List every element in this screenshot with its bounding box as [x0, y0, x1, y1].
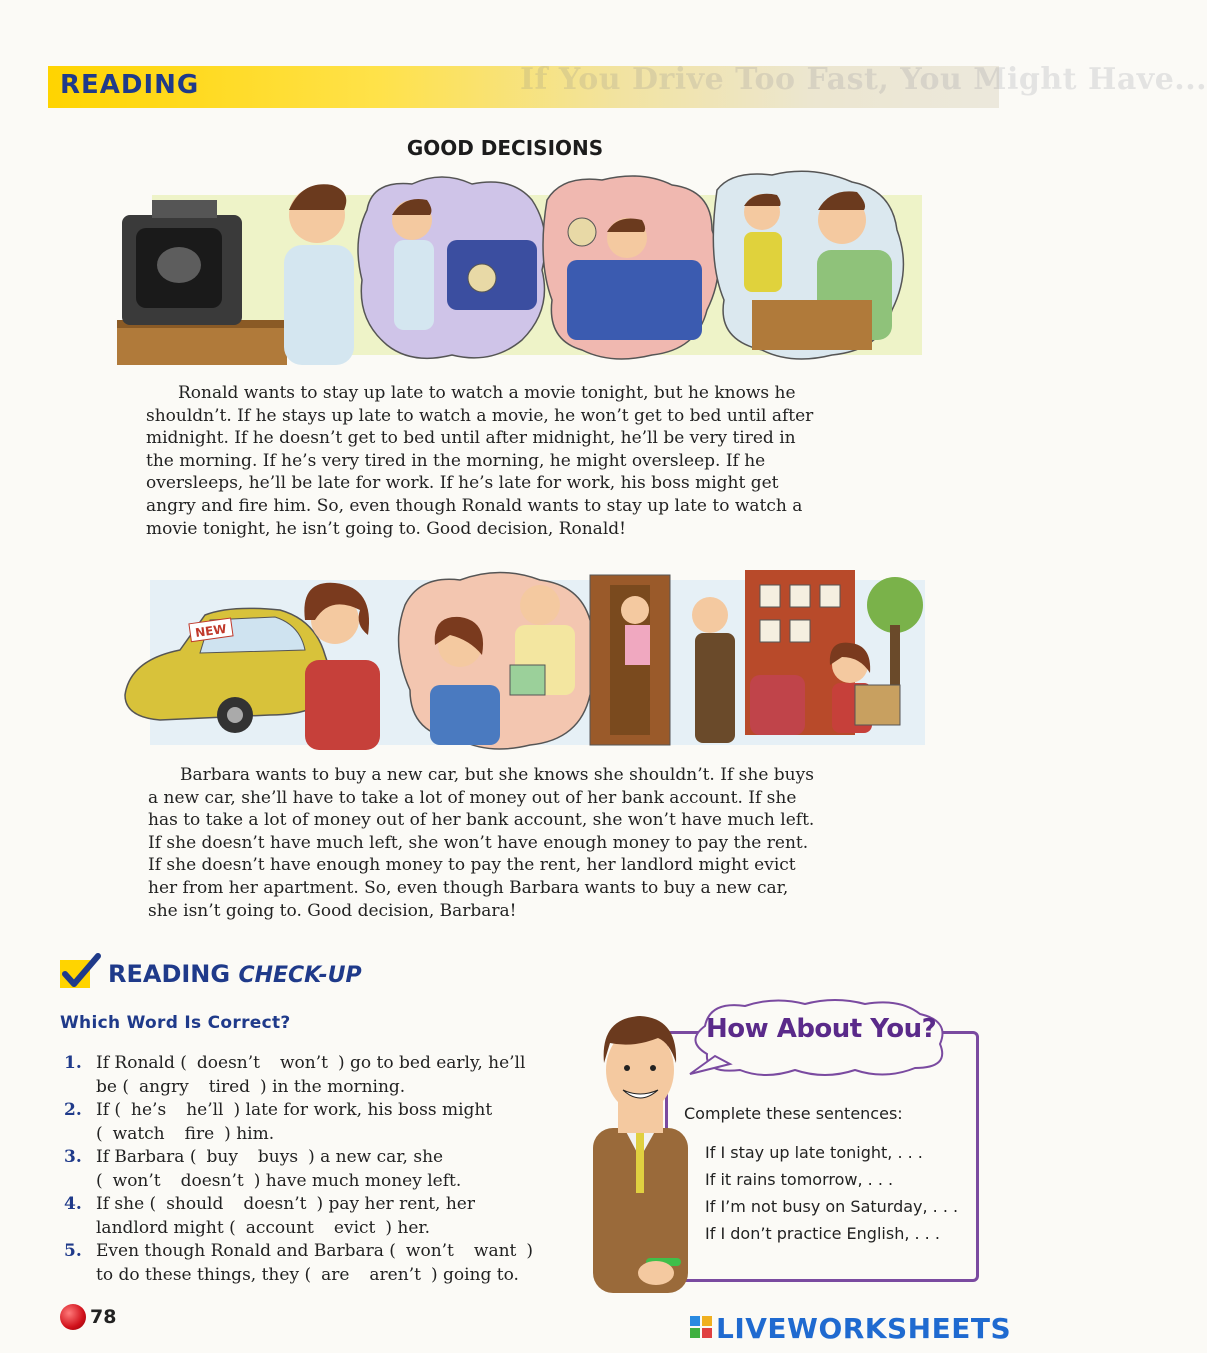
barbara-comic-strip — [120, 565, 925, 750]
question-text: be ( — [96, 1076, 129, 1097]
story-line: If she doesn’t have enough money to pay the rent, her landlord might evict — [148, 855, 796, 876]
checkmark-icon — [60, 954, 104, 992]
story-title: GOOD DECISIONS — [406, 136, 604, 160]
story-line: the morning. If he’s very tired in the morning, he might oversleep. If he — [146, 450, 766, 471]
answer-option[interactable]: tired — [208, 1076, 251, 1097]
page-number: 78 — [90, 1306, 117, 1328]
checkup-title-main: READING — [108, 960, 231, 988]
checkup-title-em: CHECK-UP — [238, 963, 362, 988]
ronald-comic-strip — [112, 170, 922, 365]
answer-option[interactable]: want — [473, 1241, 517, 1261]
story-ronald — [146, 382, 906, 540]
question-text: to do these things, they ( — [96, 1264, 312, 1285]
story-line: If she doesn’t have much left, she won’t have enough money to pay the rent. — [148, 832, 809, 853]
answer-option[interactable]: doesn’t — [243, 1194, 307, 1214]
answer-option[interactable]: he’ll — [186, 1100, 224, 1120]
brand-name[interactable]: LIVEWORKSHEETS — [716, 1312, 1012, 1345]
answer-option[interactable]: buy — [206, 1147, 238, 1167]
answer-option[interactable]: won’t — [279, 1053, 328, 1073]
story-line: oversleeps, he’ll be late for work. If he’s late for work, his boss might get — [146, 473, 779, 494]
how-about-you-prompt: Complete these sentences: — [684, 1104, 903, 1123]
question-number: 4. — [64, 1194, 82, 1214]
answer-option[interactable]: won’t — [405, 1241, 454, 1261]
question-line-2 — [96, 1170, 580, 1194]
new-sign-text: NEW — [194, 621, 228, 641]
question-line-2 — [96, 1123, 580, 1147]
question-text: If Barbara ( — [96, 1147, 197, 1167]
question-list — [60, 1052, 580, 1287]
question-text: ) late for work, his boss might — [233, 1100, 493, 1120]
checkup-title — [108, 960, 362, 988]
answer-option[interactable]: evict — [333, 1217, 376, 1238]
question-item — [60, 1099, 580, 1146]
sentence-item: If I stay up late tonight, . . . — [705, 1143, 923, 1162]
answer-option[interactable]: fire — [184, 1123, 215, 1144]
question-text: landlord might ( — [96, 1217, 236, 1238]
question-number: 5. — [64, 1241, 82, 1261]
answer-option[interactable]: watch — [112, 1123, 165, 1144]
ronald-illustration — [112, 170, 922, 365]
question-line-1 — [96, 1193, 580, 1217]
question-number: 3. — [64, 1147, 82, 1167]
exercise-subtitle: Which Word Is Correct? — [60, 1013, 291, 1033]
liveworksheets-logo-icon — [690, 1316, 712, 1338]
question-text: ( — [96, 1170, 103, 1191]
page-number-dot — [60, 1304, 86, 1330]
question-text: ) a new car, she — [308, 1147, 444, 1167]
question-text: ( — [96, 1123, 103, 1144]
question-line-1 — [96, 1052, 580, 1076]
question-text: If she ( — [96, 1194, 157, 1214]
question-text: ) in the morning. — [260, 1076, 406, 1097]
sentence-item: If I don’t practice English, . . . — [705, 1224, 940, 1243]
question-line-2 — [96, 1217, 580, 1241]
brand-logo — [690, 1316, 712, 1338]
question-text: ) him. — [224, 1123, 275, 1144]
story-line: movie tonight, he isn’t going to. Good decision, Ronald! — [146, 518, 626, 539]
story-barbara — [148, 764, 908, 922]
question-line-2 — [96, 1264, 580, 1288]
question-text: ) — [526, 1241, 534, 1261]
question-text: ) go to bed early, he’ll — [337, 1053, 526, 1073]
story-line: Barbara wants to buy a new car, but she knows she shouldn’t. If she buys — [180, 765, 814, 785]
question-text: If Ronald ( — [96, 1053, 187, 1073]
question-text: ) pay her rent, her — [316, 1194, 475, 1214]
sentence-item: If I’m not busy on Saturday, . . . — [705, 1197, 959, 1216]
sentence-item: If it rains tomorrow, . . . — [705, 1170, 894, 1189]
question-text: ) going to. — [430, 1264, 519, 1285]
question-text: ) have much money left. — [253, 1170, 462, 1191]
story-line: her from her apartment. So, even though Barbara wants to buy a new car, — [148, 877, 789, 898]
answer-option[interactable]: angry — [138, 1076, 189, 1097]
answer-option[interactable]: doesn’t — [196, 1053, 260, 1073]
question-text: If ( — [96, 1100, 122, 1120]
answer-option[interactable]: doesn’t — [180, 1170, 244, 1191]
question-text: ) her. — [385, 1217, 431, 1238]
story-line: a new car, she’ll have to take a lot of money out of her bank account. If she — [148, 787, 797, 808]
story-line: Ronald wants to stay up late to watch a movie tonight, but he knows he — [178, 383, 796, 403]
question-line-2 — [96, 1076, 580, 1100]
question-item — [60, 1193, 580, 1240]
barbara-illustration — [120, 565, 925, 750]
sentence-list — [705, 1143, 958, 1251]
question-text: Even though Ronald and Barbara ( — [96, 1241, 396, 1261]
smiling-man-icon — [578, 1008, 698, 1288]
answer-option[interactable]: he’s — [131, 1100, 167, 1120]
question-number: 1. — [64, 1053, 82, 1073]
story-line: midnight. If he doesn’t get to bed until after midnight, he’ll be very tired in — [146, 428, 796, 449]
checkmark-box — [60, 954, 94, 986]
story-line: angry and fire him. So, even though Ronald wants to stay up late to watch a — [146, 495, 803, 516]
answer-option[interactable]: account — [245, 1217, 314, 1238]
question-item — [60, 1052, 580, 1099]
section-label: READING — [60, 70, 200, 100]
question-line-1 — [96, 1099, 580, 1123]
story-line: shouldn’t. If he stays up late to watch a movie, he won’t get to bed until after — [146, 405, 814, 426]
answer-option[interactable]: aren’t — [369, 1264, 421, 1285]
question-item — [60, 1146, 580, 1193]
story-line: has to take a lot of money out of her bank account, she won’t have much left. — [148, 810, 815, 831]
question-line-1 — [96, 1146, 580, 1170]
how-about-you-title: How About You? — [706, 1014, 937, 1044]
story-line: she isn’t going to. Good decision, Barbara! — [148, 900, 517, 921]
question-item — [60, 1240, 580, 1287]
answer-option[interactable]: are — [321, 1264, 350, 1285]
man-illustration — [578, 1008, 698, 1288]
question-number: 2. — [64, 1100, 82, 1120]
answer-option[interactable]: should — [166, 1194, 224, 1214]
answer-option[interactable]: won’t — [112, 1170, 161, 1191]
question-line-1 — [96, 1240, 580, 1264]
answer-option[interactable]: buys — [257, 1147, 299, 1167]
faded-background-title: If You Drive Too Fast, You Might Have... — [520, 62, 1207, 97]
